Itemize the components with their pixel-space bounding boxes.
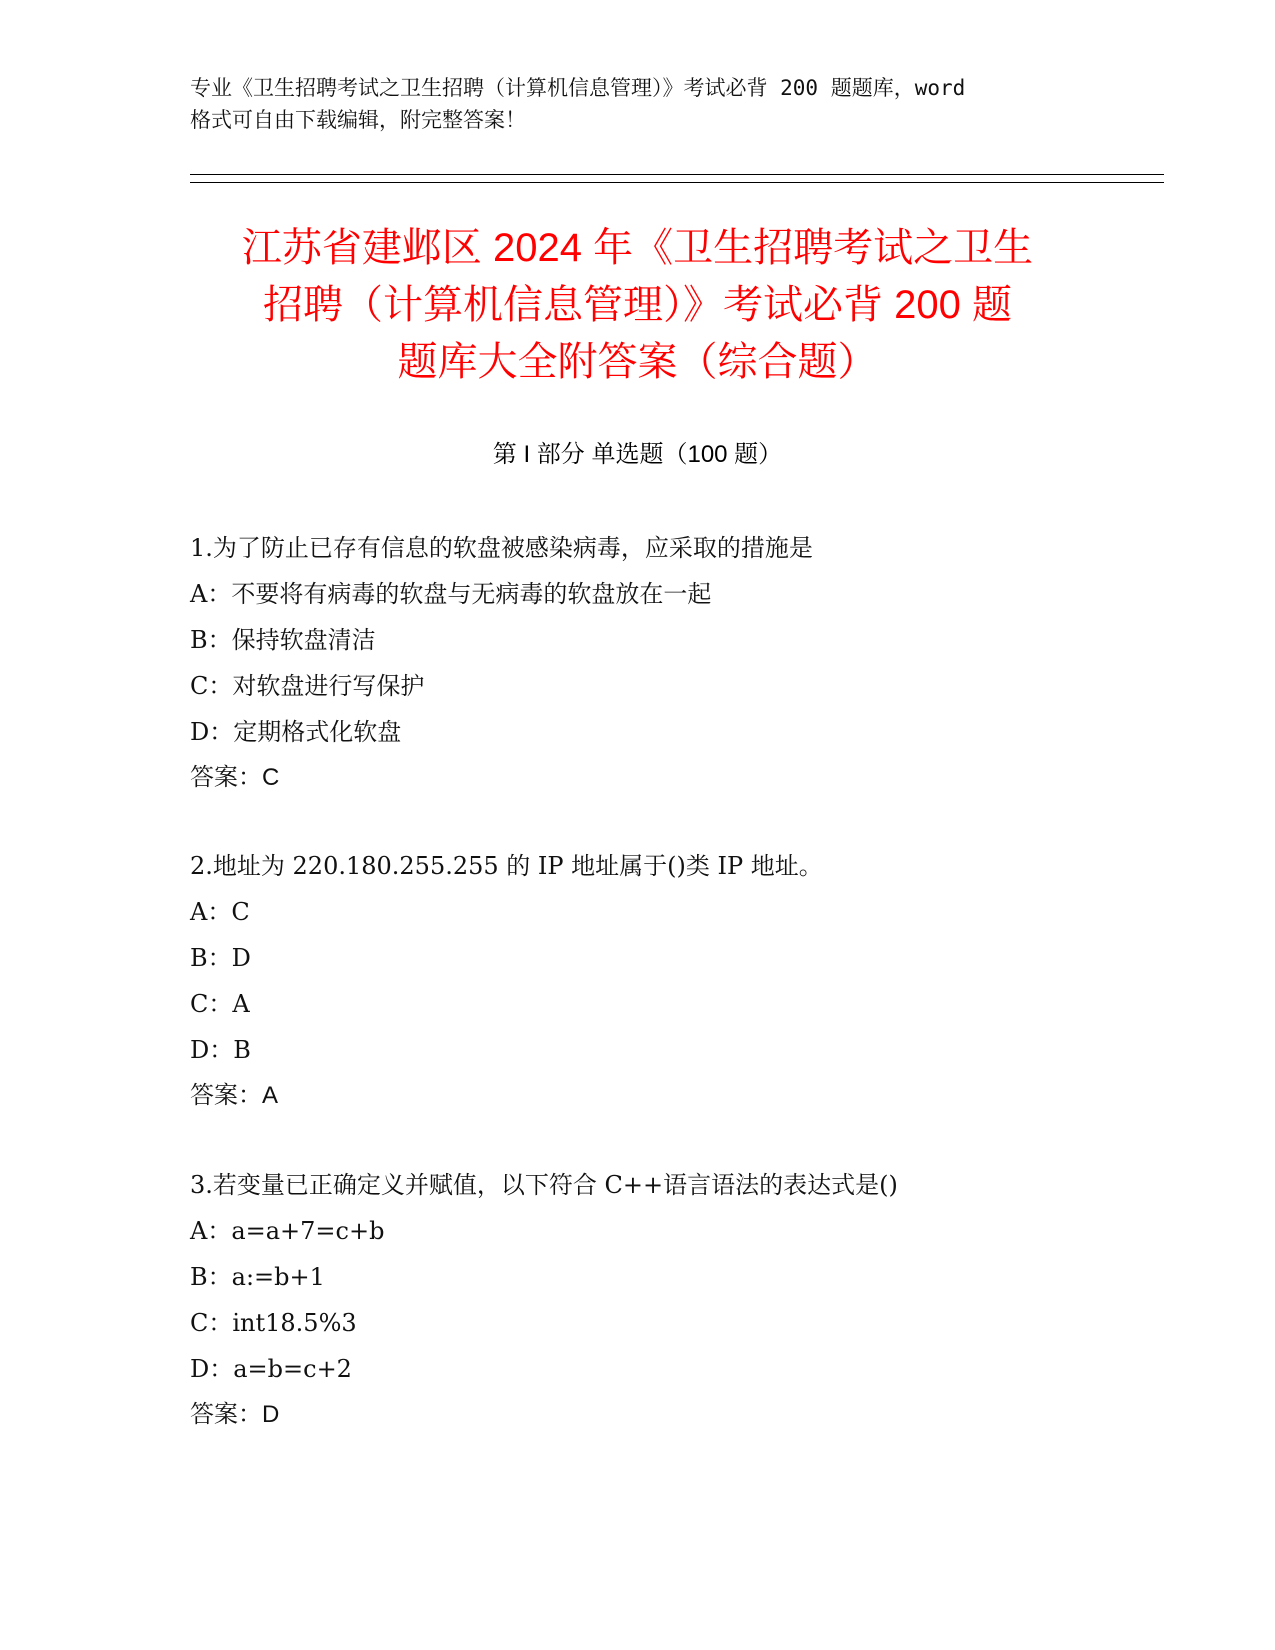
header-divider-bottom (190, 182, 1164, 183)
answer-label: 答案：D (190, 1401, 280, 1428)
header-note-line-2: 格式可自由下载编辑，附完整答案！ (190, 108, 526, 132)
question-1 (190, 525, 1170, 801)
option-d: D：定期格式化软盘 (190, 718, 402, 746)
option-a: A：C (190, 898, 250, 926)
question-stem: 3.若变量已正确定义并赋值，以下符合 C++语言语法的表达式是() (190, 1171, 898, 1199)
header-divider-top (190, 174, 1164, 175)
option-a: A：a=a+7=c+b (190, 1217, 385, 1245)
question-2 (190, 843, 1170, 1119)
question-stem: 1.为了防止已存有信息的软盘被感染病毒，应采取的措施是 (190, 534, 813, 562)
option-b: B：D (190, 944, 251, 972)
option-d: D：a=b=c+2 (190, 1355, 352, 1383)
option-c: C：A (190, 990, 250, 1018)
option-b: B：保持软盘清洁 (190, 626, 376, 654)
answer-label: 答案：A (190, 1082, 279, 1109)
option-b: B：a:=b+1 (190, 1263, 325, 1291)
answer-label: 答案：C (190, 764, 280, 791)
option-c: C：对软盘进行写保护 (190, 672, 425, 700)
header-note (190, 72, 1090, 136)
document-title-line-1: 江苏省建邺区 2024 年《卫生招聘考试之卫生 (241, 226, 1034, 270)
document-title (150, 220, 1125, 391)
header-note-line-1: 专业《卫生招聘考试之卫生招聘（计算机信息管理）》考试必背 200 题题库，word (190, 76, 966, 100)
question-3 (190, 1162, 1170, 1438)
option-d: D：B (190, 1036, 251, 1064)
option-c: C：int18.5%3 (190, 1309, 357, 1337)
option-a: A：不要将有病毒的软盘与无病毒的软盘放在一起 (190, 580, 712, 608)
document-title-line-2: 招聘（计算机信息管理）》考试必背 200 题 (263, 283, 1012, 327)
question-stem: 2.地址为 220.180.255.255 的 IP 地址属于()类 IP 地址。 (190, 852, 823, 880)
section-title: 第 I 部分 单选题（100 题） (492, 441, 783, 468)
document-title-line-3: 题库大全附答案（综合题） (397, 340, 878, 384)
